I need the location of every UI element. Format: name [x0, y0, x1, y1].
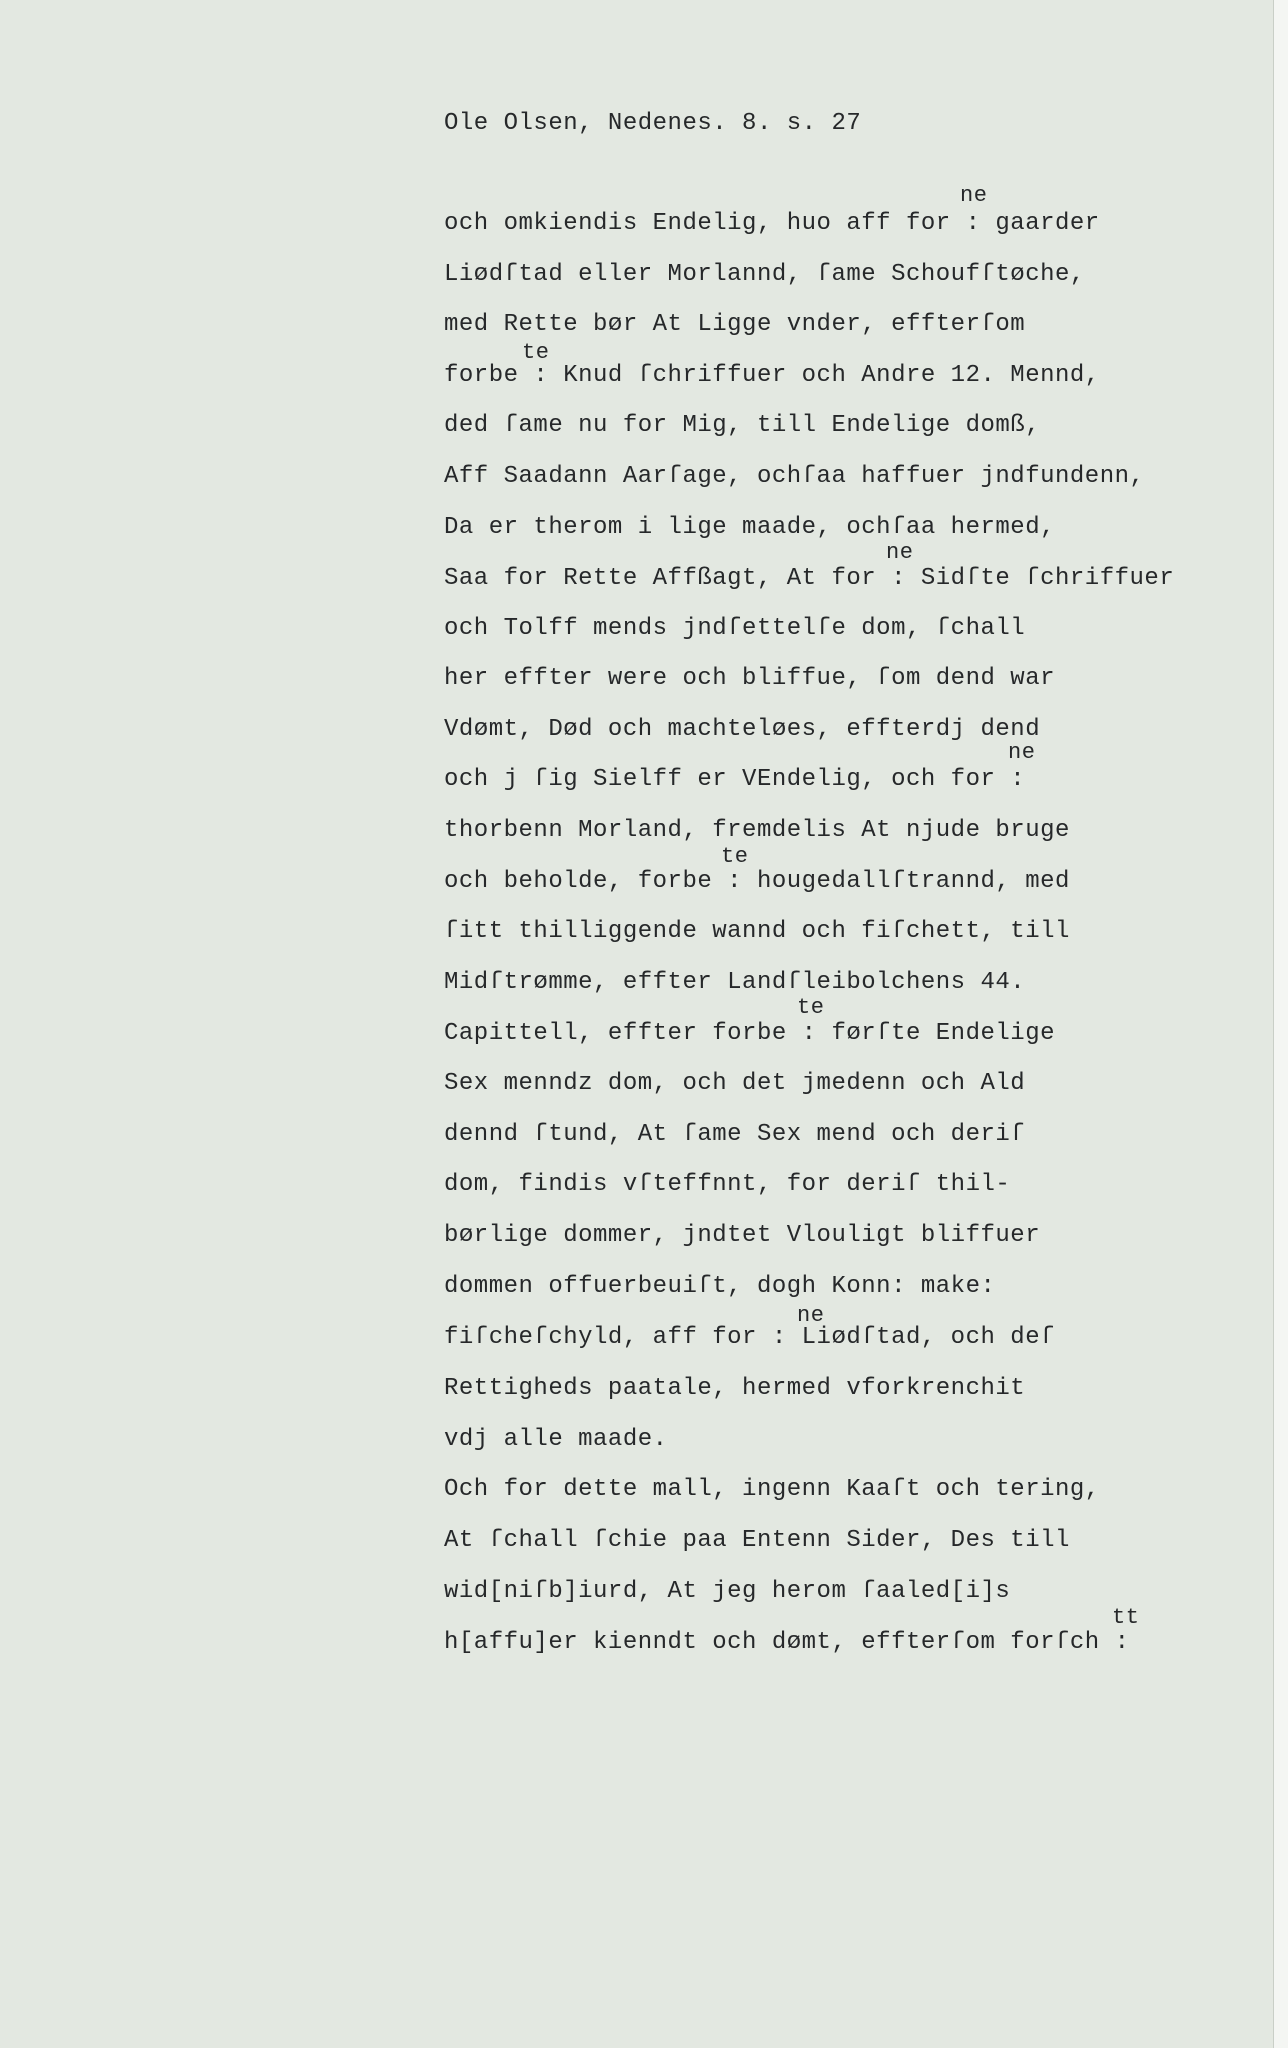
text-line: At ſchall ſchie paa Entenn Sider, Des till: [444, 1527, 1070, 1554]
text-line: wid[niſb]iurd, At jeg herom ſaaled[i]s: [444, 1578, 1011, 1605]
text-line: Och for dette mall, ingenn Kaaſt och tering,: [444, 1476, 1100, 1503]
text-line: och j ſig Sielff er VEndelig, och for :: [444, 766, 1026, 793]
text-line: vdj alle maade.: [444, 1426, 668, 1453]
interlinear-note: ne: [797, 1303, 825, 1328]
interlinear-note: te: [522, 340, 550, 365]
text-line: och Tolff mends jndſettelſe dom, ſchall: [444, 615, 1026, 642]
text-line: med Rette bør At Ligge vnder, effterſom: [444, 311, 1026, 338]
text-line: Aff Saadann Aarſage, ochſaa haffuer jndfundenn,: [444, 463, 1145, 490]
text-line: Saa for Rette Affßagt, At for : Sidſte ſchriffuer: [444, 565, 1175, 592]
document-heading: Ole Olsen, Nedenes. 8. s. 27: [444, 110, 862, 137]
text-line: thorbenn Morland, fremdelis At njude bruge: [444, 817, 1070, 844]
text-line: Da er therom i lige maade, ochſaa hermed,: [444, 514, 1055, 541]
text-line: dennd ſtund, At ſame Sex mend och deriſ: [444, 1121, 1026, 1148]
interlinear-note: ne: [960, 183, 988, 208]
interlinear-note: tt: [1112, 1605, 1140, 1630]
text-line: ded ſame nu for Mig, till Endelige domß,: [444, 412, 1041, 439]
interlinear-note: te: [721, 844, 749, 869]
text-line: børlige dommer, jndtet Vlouligt bliffuer: [444, 1222, 1041, 1249]
text-line: dommen offuerbeuiſt, dogh Konn: make:: [444, 1273, 996, 1300]
text-line: forbe : Knud ſchriffuer och Andre 12. Mennd,: [444, 362, 1100, 389]
text-line: ſitt thilliggende wannd och fiſchett, till: [444, 918, 1070, 945]
text-line: och beholde, forbe : hougedallſtrannd, med: [444, 868, 1070, 895]
text-line: her effter were och bliffue, ſom dend war: [444, 665, 1055, 692]
text-line: Midſtrømme, effter Landſleibolchens 44.: [444, 969, 1026, 996]
text-line: Liødſtad eller Morlannd, ſame Schoufſtøche,: [444, 261, 1085, 288]
text-line: och omkiendis Endelig, huo aff for : gaarder: [444, 210, 1100, 237]
text-line: Capittell, effter forbe : førſte Endelige: [444, 1020, 1055, 1047]
text-line: fiſcheſchyld, aff for : Liødſtad, och deſ: [444, 1324, 1055, 1351]
interlinear-note: te: [797, 995, 825, 1020]
interlinear-note: ne: [886, 540, 914, 565]
text-line: h[affu]er kienndt och dømt, effterſom forſch :: [444, 1629, 1130, 1656]
text-line: Rettigheds paatale, hermed vforkrenchit: [444, 1375, 1026, 1402]
text-line: dom, findis vſteffnnt, for deriſ thil-: [444, 1171, 1011, 1198]
text-line: Sex menndz dom, och det jmedenn och Ald: [444, 1070, 1026, 1097]
text-line: Vdømt, Død och machteløes, effterdj dend: [444, 716, 1041, 743]
interlinear-note: ne: [1008, 740, 1036, 765]
